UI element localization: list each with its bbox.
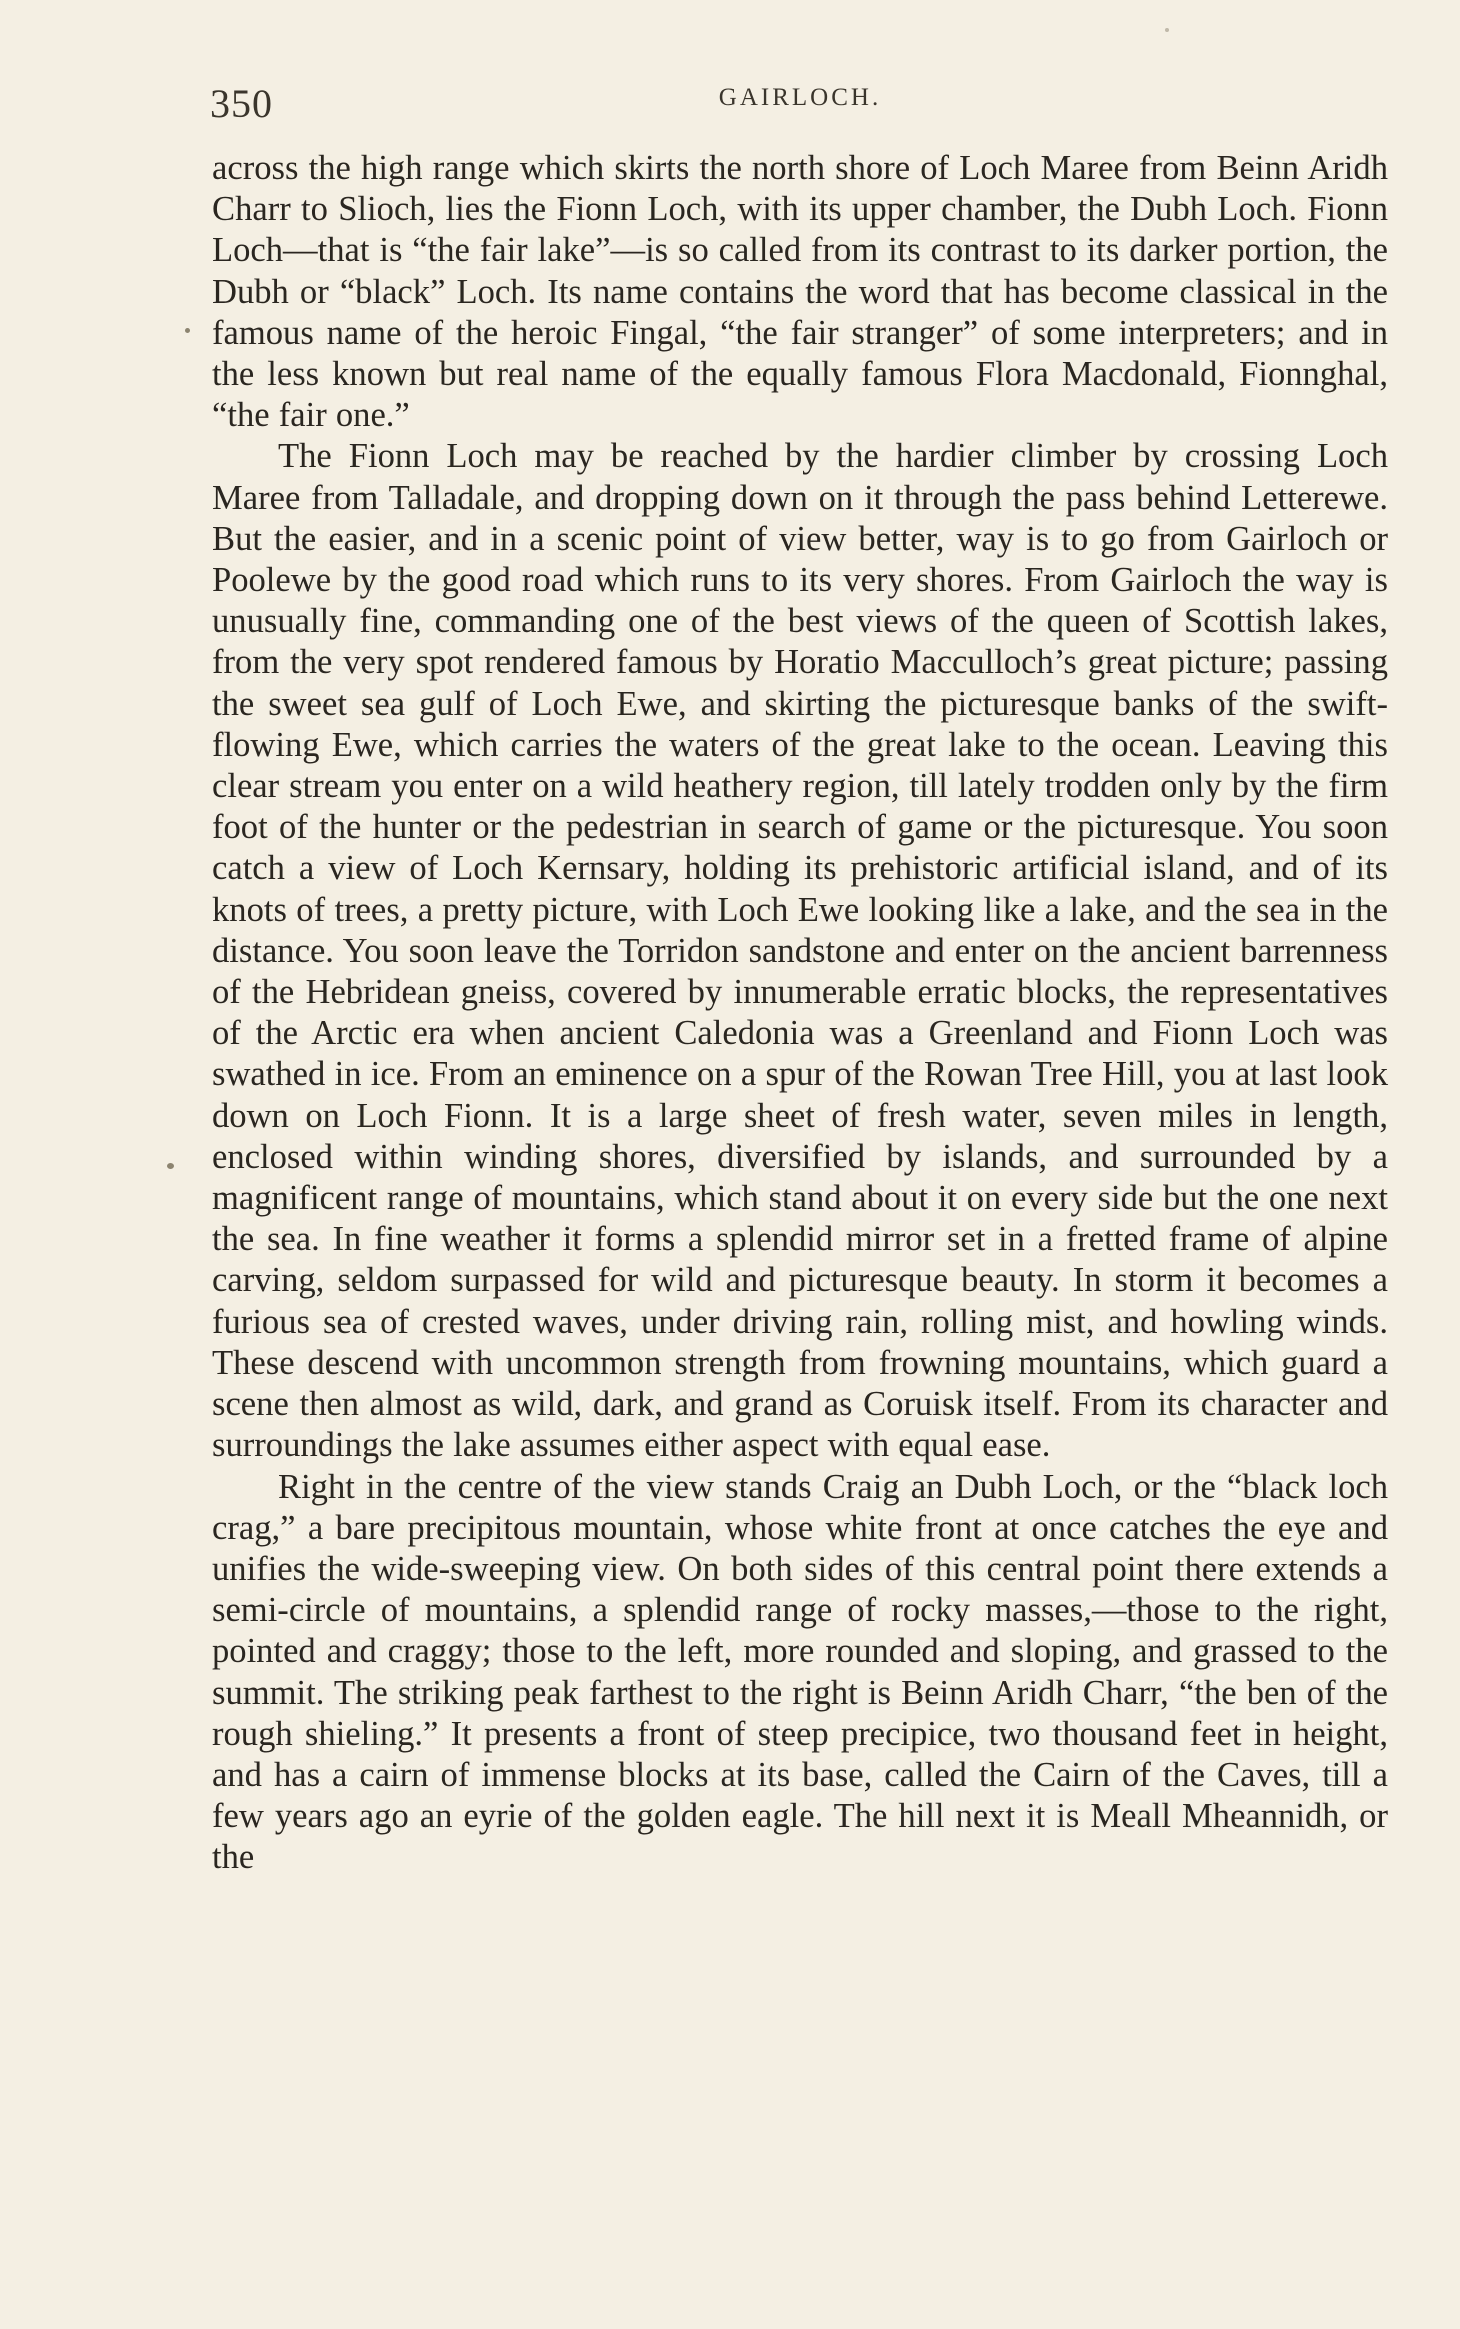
paper-speck bbox=[185, 328, 190, 333]
page-number: 350 bbox=[210, 81, 273, 126]
paper-speck bbox=[167, 1163, 174, 1169]
paragraph-2: The Fionn Loch may be reached by the hardier climber by crossing Loch Maree from Talladale, and dropping down on it through the pass behind Letterewe. But the easier, and in a scenic point of view better, way is to go from Gairloch or Poolewe by the good road which runs to its very shores. From Gairloch the way is unusually fine, commanding one of the best views of the queen of Scottish lakes, from the very spot rendered famous by Horatio Macculloch’s great picture; passing the sweet sea gulf of Loch Ewe, and skirting the picturesque banks of the swift-flowing Ewe, which carries the waters of the great lake to the ocean. Leaving this clear stream you enter on a wild heathery region, till lately trodden only by the firm foot of the hunter or the pedestrian in search of game or the picturesque. You soon catch a view of Loch Kernsary, holding its prehistoric artificial island, and of its knots of trees, a pretty picture, with Loch Ewe looking like a lake, and the sea in the distance. You soon leave the Torridon sandstone and enter on the ancient barrenness of the Hebridean gneiss, covered by innumerable erratic blocks, the representatives of the Arctic era when ancient Caledonia was a Greenland and Fionn Loch was swathed in ice. From an eminence on a spur of the Rowan Tree Hill, you at last look down on Loch Fionn. It is a large sheet of fresh water, seven miles in length, enclosed within winding shores, diversified by islands, and surrounded by a magnificent range of mountains, which stand about it on every side but the one next the sea. In fine weather it forms a splendid mirror set in a fretted frame of alpine carving, seldom surpassed for wild and picturesque beauty. In storm it becomes a furious sea of crested waves, under driving rain, rolling mist, and howling winds. These descend with uncommon strength from frowning mountains, which guard a scene then almost as wild, dark, and grand as Coruisk itself. From its character and surroundings the lake assumes either aspect with equal ease. bbox=[212, 437, 1388, 1465]
paragraph-3: Right in the centre of the view stands Craig an Dubh Loch, or the “black loch crag,” a bare precipitous mountain, whose white front at once catches the eye and unifies the wide-sweeping view. On both sides of this central point there extends a semi-circle of mountains, a splendid range of rocky masses,—those to the right, pointed and craggy; those to the left, more rounded and sloping, and grassed to the summit. The striking peak farthest to the right is Beinn Aridh Charr, “the ben of the rough shieling.” It presents a front of steep precipice, two thousand feet in height, and has a cairn of immense blocks at its base, called the Cairn of the Caves, till a few years ago an eyrie of the golden eagle. The hill next it is Meall Mheannidh, or the bbox=[212, 1467, 1388, 1877]
paragraph-1: across the high range which skirts the north shore of Loch Maree from Beinn Aridh Charr to Slioch, lies the Fionn Loch, with its upper chamber, the Dubh Loch. Fionn Loch—that is “the fair lake”—is so called from its contrast to its darker portion, the Dubh or “black” Loch. Its name contains the word that has become classical in the famous name of the heroic Fingal, “the fair stranger” of some interpreters; and in the less known but real name of the equally famous Flora Macdonald, Fionnghal, “the fair one.” bbox=[212, 149, 1388, 435]
running-head bbox=[210, 72, 1390, 132]
running-title: GAIRLOCH. bbox=[718, 84, 882, 111]
paper-speck bbox=[1165, 28, 1169, 32]
body-text bbox=[212, 148, 1388, 1879]
